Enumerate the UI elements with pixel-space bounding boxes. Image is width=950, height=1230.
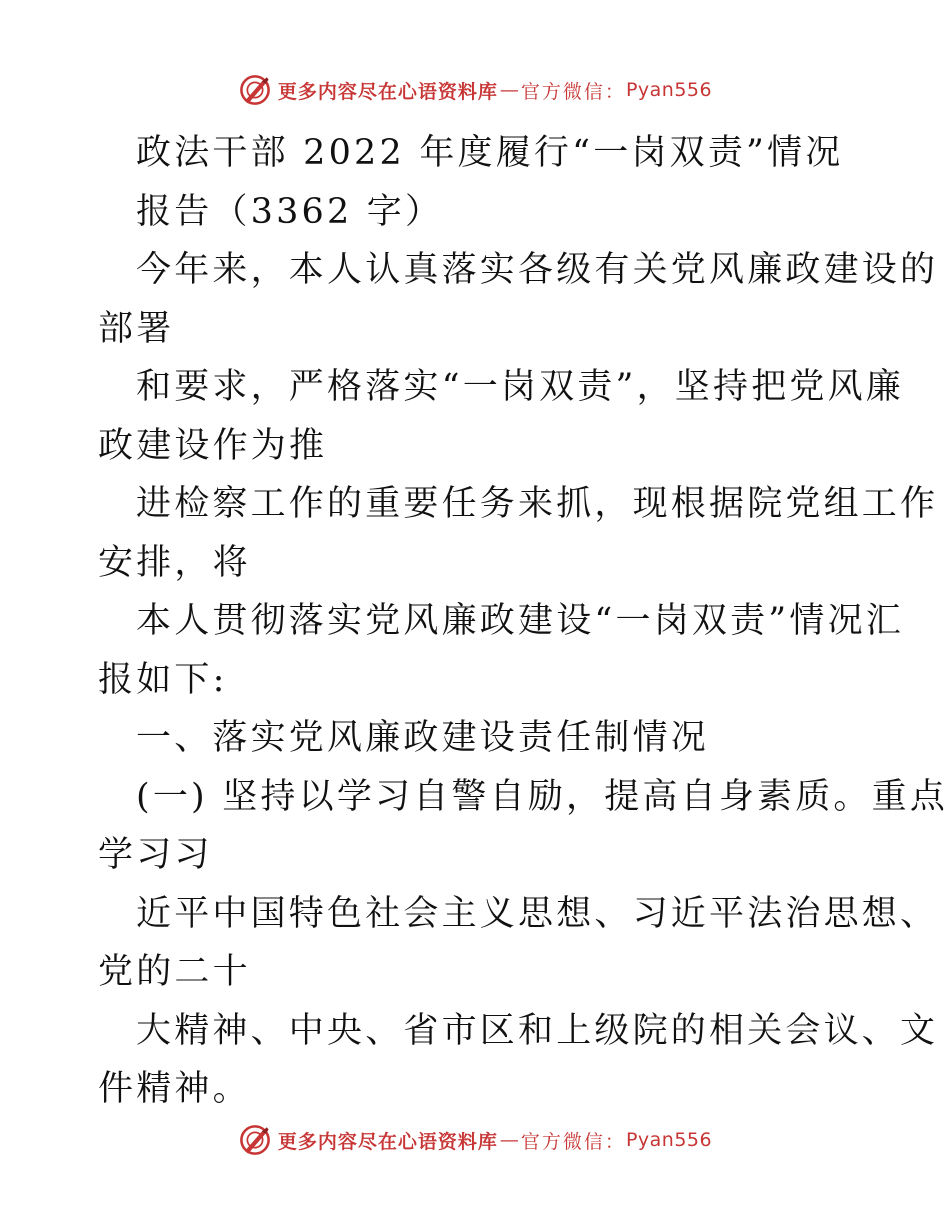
document-line: 大精神、中央、省市区和上级院的相关会议、文 xyxy=(136,1010,939,1051)
document-line: 学习习 xyxy=(98,835,213,875)
document-line: 报如下: xyxy=(98,659,228,700)
document-line: (一) 坚持以学习自警自励，提高自身素质。重点 xyxy=(136,776,949,817)
document-line: 进检察工作的重要任务来抓，现根据院党组工作 xyxy=(136,484,939,524)
document-line: 今年来，本人认真落实各级有关党风廉政建设的 xyxy=(136,250,939,290)
watermark-site-name: 更多内容尽在心语资料库 xyxy=(277,1130,498,1153)
document-line: 政建设作为推 xyxy=(98,425,328,466)
document-line: 件精神。 xyxy=(98,1069,251,1109)
document-line: 部署 xyxy=(98,308,175,349)
document-line: 政法干部 2022 年度履行“一岗双责”情况 xyxy=(136,133,844,173)
document-line: 报告（3362 字） xyxy=(136,191,444,232)
document-line: 一、落实党风廉政建设责任制情况 xyxy=(136,718,710,758)
document-line: 本人贯彻落实党风廉政建设“一岗双责”情况汇 xyxy=(136,601,904,641)
watermark-wechat-id: Pyan556 xyxy=(625,79,713,101)
watermark-wechat-id: Pyan556 xyxy=(625,1129,713,1151)
document-line: 安排，将 xyxy=(98,542,251,583)
document-line: 党的二十 xyxy=(98,952,251,992)
pen-logo-icon xyxy=(238,1123,272,1157)
document-body xyxy=(98,124,949,1119)
watermark-banner-bottom xyxy=(0,1120,950,1160)
document-line: 和要求，严格落实“一岗双责”，坚持把党风廉 xyxy=(136,367,904,407)
watermark-site-name: 更多内容尽在心语资料库 xyxy=(277,80,498,103)
watermark-wechat-label: 官方微信： xyxy=(520,80,626,103)
watermark-separator: — xyxy=(499,79,519,101)
watermark-banner-top xyxy=(0,70,950,110)
watermark-separator: — xyxy=(499,1129,519,1151)
watermark-wechat-label: 官方微信： xyxy=(520,1130,626,1153)
pen-logo-icon xyxy=(238,73,272,107)
document-line: 近平中国特色社会主义思想、习近平法治思想、 xyxy=(136,893,939,934)
